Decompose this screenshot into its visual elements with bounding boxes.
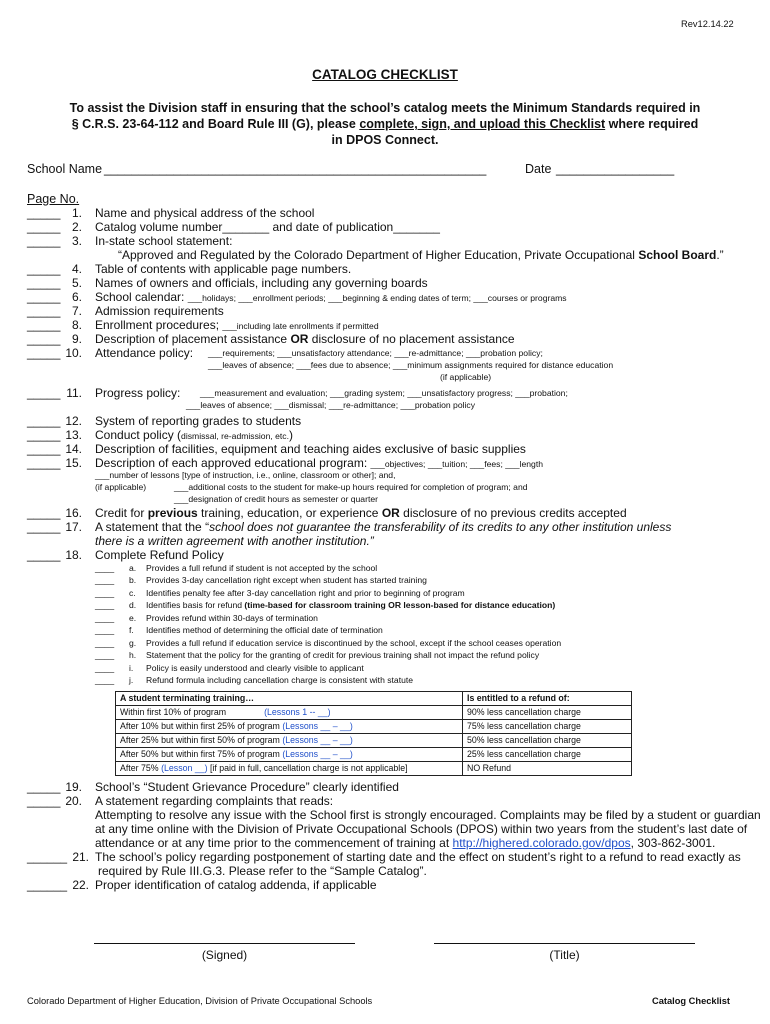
page-blank-7[interactable]: _____ — [27, 304, 61, 318]
item-number: 20. — [65, 794, 82, 808]
intro-line-2: § C.R.S. 23-64-112 and Board Rule III (G), please complete, sign, and upload this Checklist where required — [71, 117, 699, 131]
signature-line[interactable] — [94, 943, 355, 944]
item-21-text-cont: required by Rule III.G.3. Please refer to the “Sample Catalog”. — [98, 864, 427, 878]
item-17-text: A statement that the “school does not guarantee the transferability of its credits to any other institution unless — [95, 520, 672, 534]
refund-table-header — [116, 692, 632, 706]
lessons-field[interactable]: (Lesson __) — [161, 763, 208, 773]
subitem-blank[interactable]: ____ — [95, 600, 115, 610]
item-number: 21. — [72, 850, 89, 864]
page-blank-15[interactable]: _____ — [27, 456, 61, 470]
table-cell: 25% less cancellation charge — [463, 748, 632, 762]
item-number: 16. — [65, 506, 82, 520]
subitem-blank[interactable]: ____ — [95, 663, 115, 673]
table-cell: 90% less cancellation charge — [463, 706, 632, 720]
page-blank-17[interactable]: _____ — [27, 520, 61, 534]
item-5-text: Names of owners and officials, including any governing boards — [95, 276, 428, 290]
subitem-blank[interactable]: ____ — [95, 675, 115, 685]
lessons-field[interactable]: (Lessons __ – __) — [282, 721, 353, 731]
item-6-text: School calendar: ___holidays; ___enrollment periods; ___beginning & ending dates of term; ___courses or programs — [95, 290, 567, 304]
table-cell: Within first 10% of program (Lessons 1 -- __) — [116, 706, 463, 720]
subitem-letter: j. — [129, 675, 134, 685]
table-cell: 75% less cancellation charge — [463, 720, 632, 734]
page-blank-21[interactable]: ______ — [27, 850, 68, 864]
item-9-text: Description of placement assistance OR disclosure of no placement assistance — [95, 332, 515, 346]
subitem-text: Provides a full refund if student is not accepted by the school — [146, 563, 378, 573]
item-number: 11. — [66, 386, 82, 400]
page-no-heading: Page No. — [27, 192, 80, 206]
page-blank-6[interactable]: _____ — [27, 290, 61, 304]
subitem-text: Identifies method of determining the official date of termination — [146, 625, 383, 635]
subitem-letter: g. — [129, 638, 137, 648]
subitem-blank[interactable]: ____ — [95, 575, 115, 585]
instruction-emphasis: complete, sign, and upload this Checklist — [359, 117, 606, 131]
item-15-line-3b: ___additional costs to the student for make-up hours required for completion of program; and — [174, 482, 528, 492]
subitem-blank[interactable]: ____ — [95, 563, 115, 573]
item-number: 17. — [65, 520, 82, 534]
item-10-line-2: ___leaves of absence; ___fees due to absence; ___minimum assignments required for distance education — [208, 360, 614, 370]
item-number: 8. — [71, 318, 82, 332]
table-row — [116, 748, 632, 762]
item-number: 19. — [65, 780, 82, 794]
subitem-letter: f. — [129, 625, 134, 635]
footer-agency: Colorado Department of Higher Education, Division of Private Occupational Schools — [27, 996, 373, 1006]
page-blank-9[interactable]: _____ — [27, 332, 61, 346]
item-number: 14. — [65, 442, 82, 456]
item-1-text: Name and physical address of the school — [95, 206, 315, 220]
page-blank-13[interactable]: _____ — [27, 428, 61, 442]
dpos-link[interactable]: http://highered.colorado.gov/dpos — [452, 836, 631, 850]
date-label: Date — [525, 162, 552, 176]
item-10-line-1: ___requirements; ___unsatisfactory attendance; ___re-admittance; ___probation policy; — [208, 348, 543, 358]
subitem-text: Policy is easily understood and clearly visible to applicant — [146, 663, 364, 673]
title-line[interactable] — [434, 943, 695, 944]
complaint-statement-line-1: Attempting to resolve any issue with the School first is strongly encouraged. Complaints may be filed by a student or guardian — [95, 808, 761, 822]
revision-label: Rev12.14.22 — [681, 19, 734, 29]
lessons-field[interactable]: (Lessons __ – __) — [282, 735, 353, 745]
lessons-field[interactable]: (Lessons __ – __) — [282, 749, 353, 759]
subitem-text: Refund formula including cancellation charge is consistent with statute — [146, 675, 414, 685]
table-cell: After 10% but within first 25% of program (Lessons __ – __) — [116, 720, 463, 734]
table-row — [116, 706, 632, 720]
page-blank-14[interactable]: _____ — [27, 442, 61, 456]
item-11-text: Progress policy: — [95, 386, 181, 400]
subitem-letter: h. — [129, 650, 137, 660]
header-cell: Is entitled to a refund of: — [463, 692, 632, 706]
footer-doc-name: Catalog Checklist — [652, 996, 731, 1006]
signed-label: (Signed) — [201, 948, 248, 962]
item-11-line-2: ___leaves of absence; ___dismissal; ___re-admittance; ___probation policy — [186, 400, 476, 410]
item-number: 15. — [65, 456, 82, 470]
item-number: 9. — [71, 332, 82, 346]
page-blank-19[interactable]: _____ — [27, 780, 61, 794]
item-21-text: The school’s policy regarding postponement of starting date and the effect on student’s right to a refund to read exactly as — [95, 850, 741, 864]
page-blank-16[interactable]: _____ — [27, 506, 61, 520]
subitem-letter: e. — [129, 613, 137, 623]
subitem-text: Identifies penalty fee after 3-day cancellation right and prior to beginning of program — [146, 588, 465, 598]
table-row — [116, 762, 632, 776]
item-3-text: In-state school statement: — [95, 234, 233, 248]
item-number: 22. — [72, 878, 89, 892]
item-12-text: System of reporting grades to students — [95, 414, 302, 428]
item-2-text: Catalog volume number_______ and date of publication_______ — [95, 220, 440, 234]
subitem-text: Provides a full refund if education service is discontinued by the school, except if the school ceases operation — [146, 638, 562, 648]
item-10-text: Attendance policy: — [95, 346, 194, 360]
subitem-blank[interactable]: ____ — [95, 588, 115, 598]
subitem-text: Identifies basis for refund (time-based for classroom training OR lesson-based for distance education) — [146, 600, 556, 610]
page-blank-1[interactable]: _____ — [27, 206, 61, 220]
item-16-text: Credit for previous training, education, or experience OR disclosure of no previous credits accepted — [95, 506, 627, 520]
subitem-blank[interactable]: ____ — [95, 650, 115, 660]
table-row — [116, 720, 632, 734]
subitem-letter: d. — [129, 600, 137, 610]
item-number: 12. — [65, 414, 82, 428]
table-cell: After 75% (Lesson __) [if paid in full, cancellation charge is not applicable] — [116, 762, 463, 776]
lessons-field[interactable]: (Lessons 1 -- __) — [264, 707, 331, 717]
item-17-text-cont: there is a written agreement with another institution.” — [95, 534, 374, 548]
complaint-statement-line-2: at any time online with the Division of Private Occupational Schools (DPOS) within two years from the student’s last date of — [95, 822, 748, 836]
page-blank-8[interactable]: _____ — [27, 318, 61, 332]
item-22-text: Proper identification of catalog addenda, if applicable — [95, 878, 377, 892]
item-18-text: Complete Refund Policy — [95, 548, 224, 562]
date-field[interactable]: _________________ — [556, 162, 675, 176]
table-cell: After 50% but within first 75% of program (Lessons __ – __) — [116, 748, 463, 762]
item-14-text: Description of facilities, equipment and teaching aides exclusive of basic supplies — [95, 442, 526, 456]
page-blank-12[interactable]: _____ — [27, 414, 61, 428]
table-cell: 50% less cancellation charge — [463, 734, 632, 748]
item-number: 10. — [65, 346, 82, 360]
subitem-letter: a. — [129, 563, 137, 573]
item-number: 4. — [71, 262, 82, 276]
item-8-text: Enrollment procedures; ___including late enrollments if permitted — [95, 318, 379, 332]
subitem-blank[interactable]: ____ — [95, 625, 115, 635]
item-number: 5. — [71, 276, 82, 290]
item-11-line-1: ___measurement and evaluation; ___grading system; ___unsatisfactory progress; ___probation; — [200, 388, 568, 398]
item-4-text: Table of contents with applicable page numbers. — [95, 262, 352, 276]
subitem-text: Provides 3-day cancellation right except when student has started training — [146, 575, 427, 585]
item-7-text: Admission requirements — [95, 304, 224, 318]
item-15-line-2: ___number of lessons [type of instruction, i.e., online, classroom or other]; and, — [95, 470, 396, 480]
refund-table — [115, 691, 632, 776]
title-label: (Title) — [549, 948, 580, 962]
subitem-letter: b. — [129, 575, 137, 585]
item-15-line-3a: (if applicable) — [95, 482, 147, 492]
item-15-line-4: ___designation of credit hours as semester or quarter — [174, 494, 378, 504]
table-row — [116, 734, 632, 748]
page-blank-4[interactable]: _____ — [27, 262, 61, 276]
complaint-statement-line-3: attendance or at any time prior to the commencement of training at http://highered.colorado.gov/dpos, 303-862-3001. — [95, 836, 716, 850]
page-blank-20[interactable]: _____ — [27, 794, 61, 808]
item-number: 18. — [65, 548, 82, 562]
subitem-text: Provides refund within 30-days of termination — [146, 613, 318, 623]
subitem-letter: i. — [129, 663, 134, 673]
item-number: 1. — [71, 206, 82, 220]
page-blank-10[interactable]: _____ — [27, 346, 61, 360]
item-13-text: Conduct policy (dismissal, re-admission, etc.) — [95, 428, 293, 442]
subitem-blank[interactable]: ____ — [95, 638, 115, 648]
item-number: 6. — [71, 290, 82, 304]
header-cell: A student terminating training… — [116, 692, 463, 706]
page-blank-11[interactable]: _____ — [27, 386, 61, 400]
item-20-text: A statement regarding complaints that reads: — [95, 794, 334, 808]
intro-line-3: in DPOS Connect. — [331, 133, 439, 147]
subitem-text: Statement that the policy for the granting of credit for previous training shall not impact the refund policy — [146, 650, 540, 660]
item-19-text: School’s “Student Grievance Procedure” clearly identified — [95, 780, 399, 794]
in-state-statement: “Approved and Regulated by the Colorado Department of Higher Education, Private Occupational School Board.” — [118, 248, 724, 262]
intro-line-1: To assist the Division staff in ensuring that the school’s catalog meets the Minimum Standards required in — [69, 101, 701, 115]
item-number: 3. — [71, 234, 82, 248]
page-title: CATALOG CHECKLIST — [312, 67, 458, 82]
page-blank-18[interactable]: _____ — [27, 548, 61, 562]
item-10-line-3: (if applicable) — [440, 372, 492, 382]
page-blank-3[interactable]: _____ — [27, 234, 61, 248]
item-number: 13. — [65, 428, 82, 442]
school-name-label: School Name — [27, 162, 103, 176]
school-name-field[interactable]: _______________________________________________________ — [104, 162, 487, 176]
item-number: 7. — [71, 304, 82, 318]
table-cell: NO Refund — [463, 762, 632, 776]
page-blank-2[interactable]: _____ — [27, 220, 61, 234]
item-15-text: Description of each approved educational program: ___objectives; ___tuition; ___fees; ___length — [95, 456, 543, 470]
subitem-letter: c. — [129, 588, 136, 598]
subitem-blank[interactable]: ____ — [95, 613, 115, 623]
table-cell: After 25% but within first 50% of program (Lessons __ – __) — [116, 734, 463, 748]
item-number: 2. — [71, 220, 82, 234]
page-blank-22[interactable]: ______ — [27, 878, 68, 892]
page-blank-5[interactable]: _____ — [27, 276, 61, 290]
